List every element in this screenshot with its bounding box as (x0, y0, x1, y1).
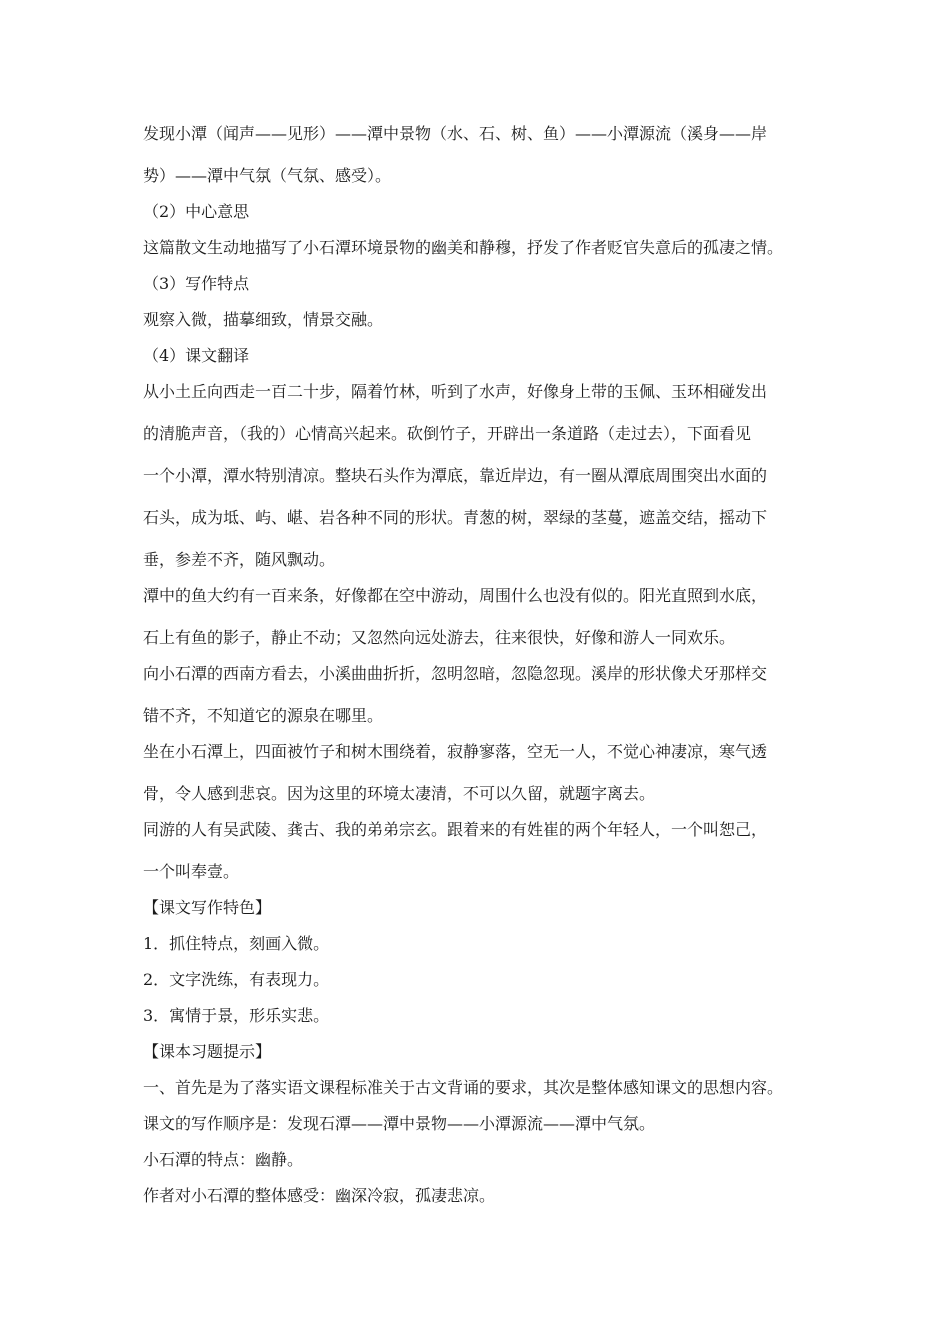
list-item: 2．文字洗练，有表现力。 (143, 970, 330, 989)
text-line: 一个叫奉壹。 (143, 862, 240, 881)
text-line: 石头，成为坻、屿、嵁、岩各种不同的形状。青葱的树，翠绿的茎蔓，遮盖交结，摇动下 (143, 508, 768, 527)
text-line: 一个小潭，潭水特别清凉。整块石头作为潭底，靠近岸边，有一圈从潭底周围突出水面的 (143, 466, 768, 485)
text-line: 势）——潭中气氛（气氛、感受）。 (143, 166, 392, 185)
section-heading: （4）课文翻译 (143, 346, 250, 365)
text-line: 从小土丘向西走一百二十步，隔着竹林，听到了水声，好像身上带的玉佩、玉环相碰发出 (143, 382, 768, 401)
text-line: 石上有鱼的影子，静止不动；又忽然向远处游去，往来很快，好像和游人一同欢乐。 (143, 628, 736, 647)
text-line: 这篇散文生动地描写了小石潭环境景物的幽美和静穆，抒发了作者贬官失意后的孤凄之情。 (143, 238, 784, 257)
text-line: 潭中的鱼大约有一百来条，好像都在空中游动，周围什么也没有似的。阳光直照到水底， (143, 586, 768, 605)
text-line: 小石潭的特点：幽静。 (143, 1150, 304, 1169)
text-line: 骨，令人感到悲哀。因为这里的环境太凄清，不可以久留，就题字离去。 (143, 784, 656, 803)
text-line: 向小石潭的西南方看去，小溪曲曲折折，忽明忽暗，忽隐忽现。溪岸的形状像犬牙那样交 (143, 664, 768, 683)
text-line: 坐在小石潭上，四面被竹子和树木围绕着，寂静寥落，空无一人，不觉心神凄凉，寒气透 (143, 742, 768, 761)
document-page (143, 122, 815, 1208)
list-item: 3．寓情于景，形乐实悲。 (143, 1006, 330, 1025)
text-line: 一、首先是为了落实语文课程标准关于古文背诵的要求，其次是整体感知课文的思想内容。 (143, 1078, 784, 1097)
text-line: 课文的写作顺序是：发现石潭——潭中景物——小潭源流——潭中气氛。 (143, 1114, 656, 1133)
section-heading: （2）中心意思 (143, 202, 250, 221)
text-line: 垂，参差不齐，随风飘动。 (143, 550, 336, 569)
text-line: 的清脆声音，（我的）心情高兴起来。砍倒竹子，开辟出一条道路（走过去），下面看见 (143, 424, 752, 443)
list-item: 1．抓住特点，刻画入微。 (143, 934, 330, 953)
section-heading: （3）写作特点 (143, 274, 250, 293)
text-line: 错不齐，不知道它的源泉在哪里。 (143, 706, 384, 725)
text-line: 作者对小石潭的整体感受：幽深冷寂，孤凄悲凉。 (143, 1186, 496, 1205)
text-line: 观察入微，描摹细致，情景交融。 (143, 310, 384, 329)
section-heading: 【课本习题提示】 (143, 1042, 272, 1061)
section-heading: 【课文写作特色】 (143, 898, 272, 917)
text-line: 同游的人有吴武陵、龚古、我的弟弟宗玄。跟着来的有姓崔的两个年轻人，一个叫恕己， (143, 820, 768, 839)
text-line: 发现小潭（闻声——见形）——潭中景物（水、石、树、鱼）——小潭源流（溪身——岸 (143, 124, 768, 143)
